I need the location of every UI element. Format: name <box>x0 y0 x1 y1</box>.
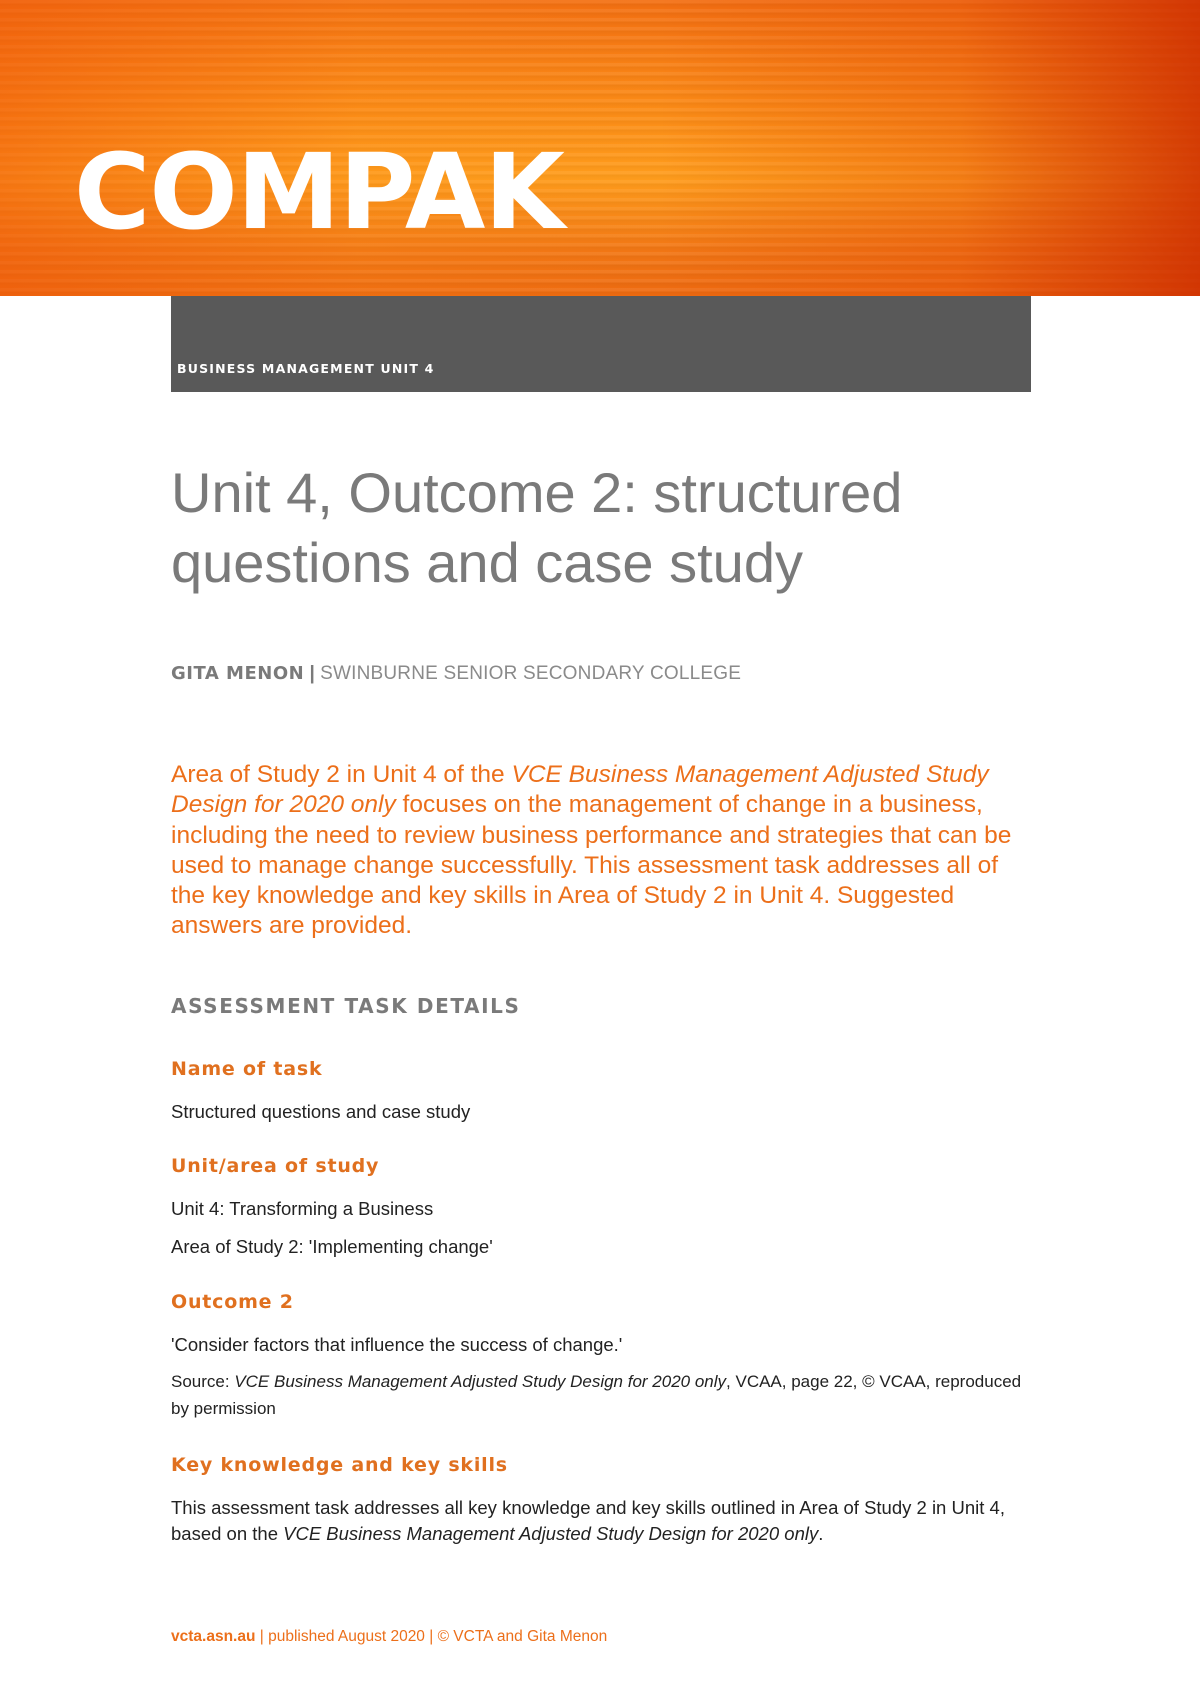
compak-logo: COMPAK <box>74 131 564 253</box>
subheading-unit-area: Unit/area of study <box>171 1155 380 1177</box>
footer-publication-info: | published August 2020 | © VCTA and Gita Menon <box>255 1628 608 1645</box>
footer-site-link[interactable]: vcta.asn.au <box>171 1628 256 1645</box>
name-of-task-text: Structured questions and case study <box>171 1101 471 1122</box>
page-footer <box>171 1628 607 1646</box>
key-knowledge-suffix: . <box>818 1523 824 1544</box>
outcome-quote: 'Consider factors that influence the success of change.' <box>171 1334 623 1355</box>
subheading-name-of-task: Name of task <box>171 1058 323 1080</box>
subject-label: BUSINESS MANAGEMENT UNIT 4 <box>177 361 435 376</box>
source-prefix: Source: <box>171 1372 235 1391</box>
author-line <box>171 663 1031 685</box>
author-name: GITA MENON <box>171 663 305 684</box>
intro-study-design-title: VCE Business Management Adjusted Study Design for 2020 only <box>171 761 989 819</box>
page-title: Unit 4, Outcome 2: structured questions and case study <box>171 461 903 594</box>
area-of-study-text: Area of Study 2: 'Implementing change' <box>171 1236 493 1257</box>
source-study-design-title: VCE Business Management Adjusted Study Design for 2020 only <box>234 1372 727 1391</box>
key-knowledge-text <box>171 1495 1031 1547</box>
subject-band <box>171 296 1031 392</box>
subheading-key-knowledge: Key knowledge and key skills <box>171 1454 508 1476</box>
source-suffix: , VCAA, page 22, © VCAA, reproduced by permission <box>171 1372 1022 1418</box>
intro-text-start: Area of Study 2 in Unit 4 of the <box>171 761 512 788</box>
unit-text: Unit 4: Transforming a Business <box>171 1198 434 1219</box>
header-banner <box>0 0 1200 296</box>
subheading-outcome: Outcome 2 <box>171 1291 294 1313</box>
author-organisation: SWINBURNE SENIOR SECONDARY COLLEGE <box>320 663 742 684</box>
key-knowledge-prefix: This assessment task addresses all key knowledge and key skills outlined in Area of Study 2 in Unit 4, based on the <box>171 1497 1005 1544</box>
intro-paragraph <box>171 760 1021 942</box>
key-knowledge-study-design-title: VCE Business Management Adjusted Study Design for 2020 only <box>283 1523 819 1544</box>
section-heading-task-details: ASSESSMENT TASK DETAILS <box>171 994 521 1018</box>
author-separator: | <box>304 663 321 684</box>
intro-text-end: focuses on the management of change in a business, including the need to review business performance and strategies that can be used to manage change successfully. This assessment task addresses all of the key knowledge and key skills in Area of Study 2 in Unit 4. Suggested answers are provided. <box>171 791 1012 940</box>
outcome-source <box>171 1368 1031 1422</box>
